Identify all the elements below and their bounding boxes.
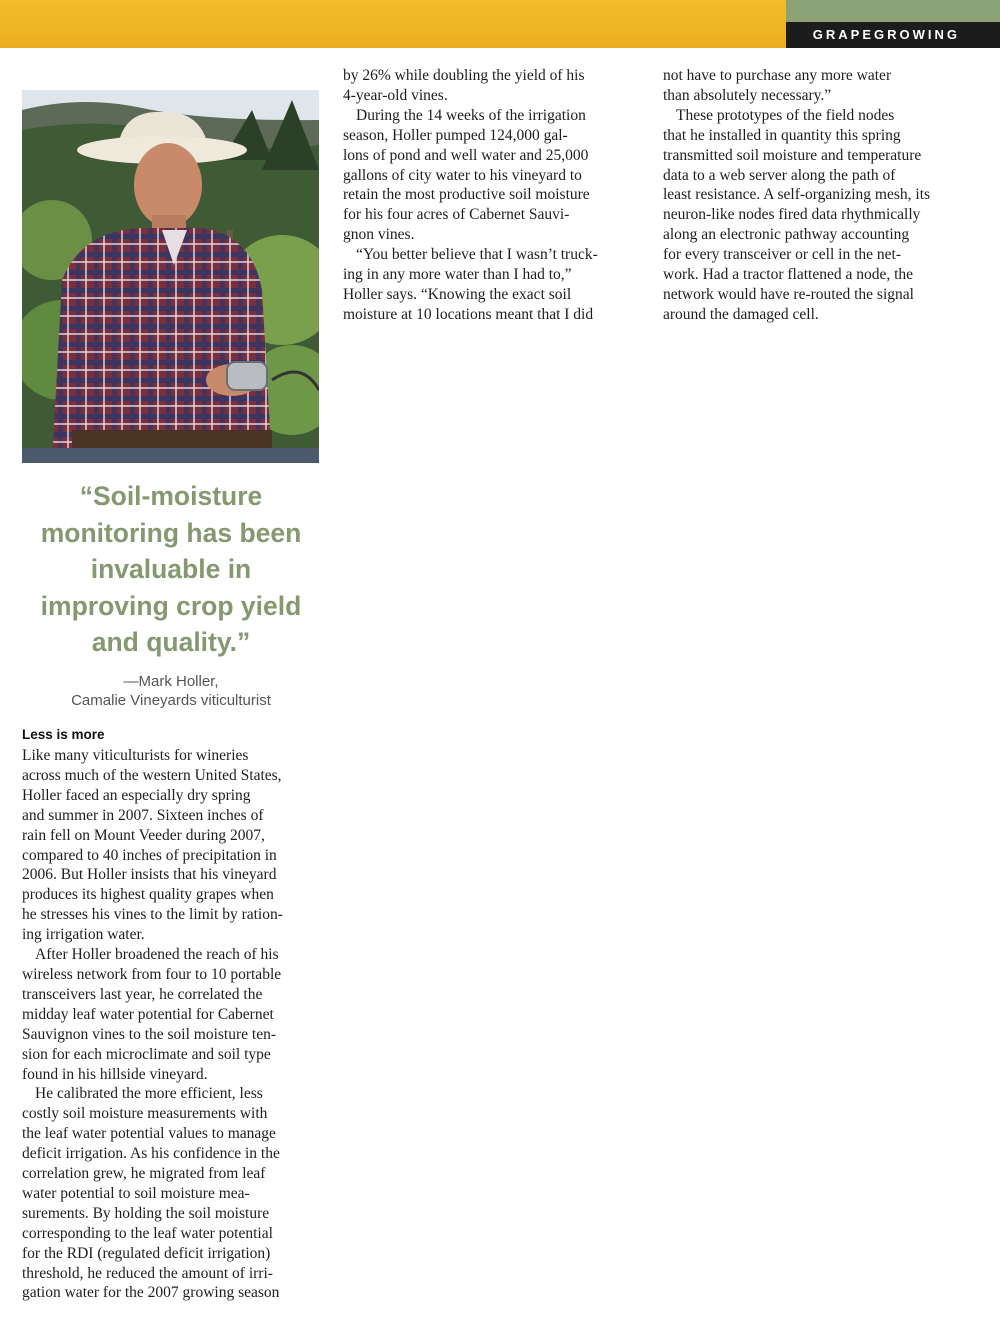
article-line: network would have re-routed the signal	[663, 285, 914, 303]
vineyard-photo	[22, 90, 319, 463]
article-paragraph	[22, 746, 322, 945]
article-line: that he installed in quantity this spring	[663, 126, 901, 144]
quote-attribution	[22, 672, 320, 710]
article-line: for his four acres of Cabernet Sauvi-	[343, 206, 570, 224]
attribution-title: Camalie Vineyards viticulturist	[71, 692, 271, 709]
article-line: costly soil moisture measurements with	[22, 1105, 268, 1123]
article-paragraph	[343, 106, 643, 245]
article-column-3	[663, 66, 973, 325]
section-label: GRAPEGROWING	[812, 27, 960, 42]
article-line: These prototypes of the field nodes	[676, 106, 895, 124]
article-paragraph	[22, 1084, 322, 1303]
article-line: 2006. But Holler insists that his vineyard	[22, 866, 277, 884]
article-line: by 26% while doubling the yield of his	[343, 67, 585, 84]
article-line: and summer in 2007. Sixteen inches of	[22, 806, 264, 824]
article-paragraph	[22, 945, 322, 1084]
article-line: wireless network from four to 10 portable	[22, 965, 282, 983]
article-line: work. Had a tractor flattened a node, the	[663, 266, 914, 284]
pull-quote-line: monitoring has been	[40, 517, 302, 548]
article-line: After Holler broadened the reach of his	[35, 946, 279, 964]
article-line: neuron-like nodes fired data rhythmically	[663, 206, 921, 224]
article-paragraph	[343, 245, 643, 325]
article-line: than absolutely necessary.”	[663, 86, 832, 104]
article-line: he stresses his vines to the limit by ration-	[22, 906, 283, 924]
pull-quote-line: “Soil-moisture	[79, 481, 263, 511]
article-column-2	[343, 66, 643, 325]
article-line: data to a web server along the path of	[663, 166, 896, 184]
attribution-name: —Mark Holler,	[123, 673, 219, 690]
article-line: lons of pond and well water and 25,000	[343, 146, 589, 164]
article-line: around the damaged cell.	[663, 305, 819, 323]
pull-quote-line: invaluable in	[90, 554, 252, 584]
article-line: transceivers last year, he correlated the	[22, 985, 263, 1003]
farmer-in-vineyard-illustration	[22, 90, 319, 463]
article-line: for the RDI (regulated deficit irrigation)	[22, 1244, 271, 1262]
article-line: ing irrigation water.	[22, 926, 145, 944]
article-line: along an electronic pathway accounting	[663, 226, 910, 244]
article-line: sion for each microclimate and soil type	[22, 1045, 271, 1063]
article-line: Holler faced an especially dry spring	[22, 786, 251, 804]
article-line: transmitted soil moisture and temperature	[663, 146, 922, 164]
article-line: corresponding to the leaf water potential	[22, 1224, 273, 1242]
article-line: compared to 40 inches of precipitation in	[22, 846, 277, 864]
article-line: 4-year-old vines.	[343, 86, 448, 104]
article-line: He calibrated the more efficient, less	[35, 1085, 263, 1103]
article-paragraph	[663, 106, 973, 325]
article-column-1	[22, 746, 322, 1303]
article-line: Sauvignon vines to the soil moisture ten-	[22, 1025, 277, 1043]
article-line: Like many viticulturists for wineries	[22, 747, 249, 764]
pull-quote-line: and quality.”	[91, 627, 251, 657]
header-color-bar	[0, 0, 786, 48]
article-line: ing in any more water than I had to,”	[343, 266, 572, 284]
pull-quote	[22, 478, 320, 661]
article-line: “You better believe that I wasn’t truck-	[356, 246, 598, 264]
article-line: correlation grew, he migrated from leaf	[22, 1165, 266, 1183]
article-line: Holler says. “Knowing the exact soil	[343, 285, 572, 303]
article-line: not have to purchase any more water	[663, 67, 892, 84]
pull-quote-line: improving crop yield	[40, 590, 302, 621]
article-line: gnon vines.	[343, 226, 415, 244]
article-line: found in his hillside vineyard.	[22, 1065, 208, 1083]
article-line: rain fell on Mount Veeder during 2007,	[22, 826, 265, 844]
article-line: midday leaf water potential for Cabernet	[22, 1005, 274, 1023]
article-line: gation water for the 2007 growing season	[22, 1284, 280, 1302]
article-paragraph	[663, 66, 973, 106]
section-subhead: Less is more	[22, 727, 105, 742]
article-line: retain the most productive soil moisture	[343, 186, 590, 204]
article-paragraph	[343, 66, 643, 106]
article-line: season, Holler pumped 124,000 gal-	[343, 126, 568, 144]
section-tab	[786, 0, 1000, 48]
article-line: gallons of city water to his vineyard to	[343, 166, 582, 184]
article-line: least resistance. A self-organizing mesh, its	[663, 186, 931, 204]
article-line: moisture at 10 locations meant that I did	[343, 305, 594, 323]
article-line: During the 14 weeks of the irrigation	[356, 106, 586, 124]
article-line: threshold, he reduced the amount of irri-	[22, 1264, 273, 1282]
article-line: the leaf water potential values to manage	[22, 1125, 276, 1143]
article-line: deficit irrigation. As his confidence in the	[22, 1145, 280, 1163]
article-line: water potential to soil moisture mea-	[22, 1184, 250, 1202]
article-line: across much of the western United States,	[22, 766, 282, 784]
article-line: produces its highest quality grapes when	[22, 886, 274, 904]
article-line: surements. By holding the soil moisture	[22, 1204, 270, 1222]
article-line: for every transceiver or cell in the net-	[663, 246, 901, 264]
